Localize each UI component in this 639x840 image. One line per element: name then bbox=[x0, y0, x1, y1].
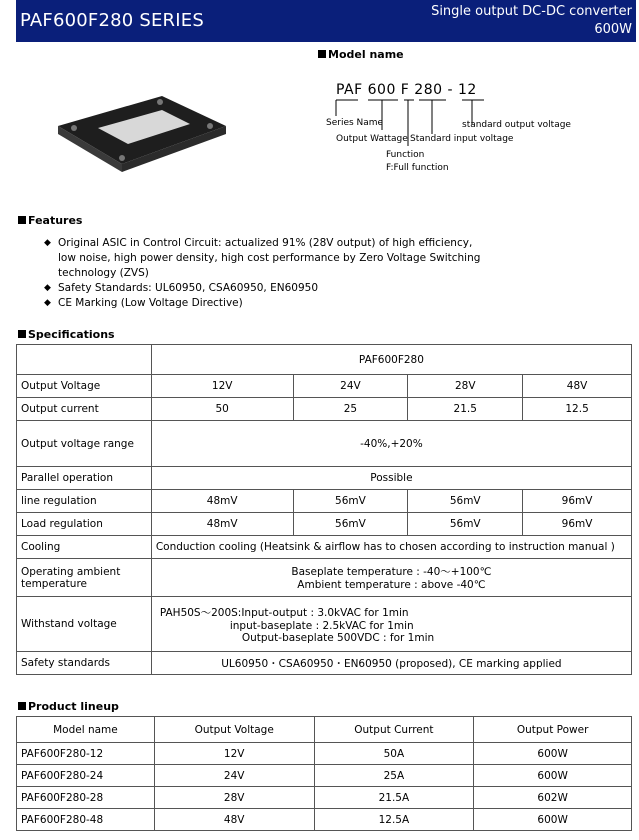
input-voltage-label: Standard input voltage bbox=[410, 134, 514, 144]
product-photo bbox=[50, 88, 230, 176]
spec-header-row bbox=[17, 345, 632, 375]
feature-item: ◆ Safety Standards: UL60950, CSA60950, EN60950 bbox=[44, 282, 318, 294]
specifications-heading: Specifications bbox=[18, 328, 115, 341]
output-wattage-label: Output Wattage bbox=[336, 134, 408, 144]
table-row: Load regulation 48mV 56mV 56mV 96mV bbox=[17, 513, 632, 536]
table-row: Output current 50 25 21.5 12.5 bbox=[17, 398, 632, 421]
diamond-bullet-icon: ◆ bbox=[44, 238, 51, 248]
table-row: Parallel operation Possible bbox=[17, 467, 632, 490]
series-name-label: Series Name bbox=[326, 118, 384, 128]
table-row: Cooling Conduction cooling (Heatsink & airflow has to chosen according to instruction manual ) bbox=[17, 536, 632, 559]
table-row: PAF600F280-24 24V 25A 600W bbox=[17, 765, 632, 787]
page-subtitle-power: 600W bbox=[594, 22, 632, 37]
table-row: PAF600F280-12 12V 50A 600W bbox=[17, 743, 632, 765]
specifications-table bbox=[16, 344, 632, 675]
model-name-heading: Model name bbox=[318, 48, 404, 61]
product-lineup-table bbox=[16, 716, 632, 831]
output-voltage-label: standard output voltage bbox=[462, 120, 571, 130]
table-row: Withstand voltage PAH50S〜200S:Input-output : 3.0kVAC for 1min input-baseplate : 2.5kVAC for 1min Output-baseplate 500VDC : for 1min bbox=[17, 597, 632, 652]
table-row: Output Voltage 12V 24V 28V 48V bbox=[17, 375, 632, 398]
features-list bbox=[44, 236, 484, 311]
table-row: Output voltage range -40%,+20% bbox=[17, 421, 632, 467]
table-row: Safety standards UL60950・CSA60950・EN60950 (proposed), CE marking applied bbox=[17, 652, 632, 675]
function-desc: F:Full function bbox=[386, 163, 449, 173]
feature-item: ◆ CE Marking (Low Voltage Directive) bbox=[44, 297, 243, 309]
diamond-bullet-icon: ◆ bbox=[44, 298, 51, 308]
product-lineup-heading: Product lineup bbox=[18, 700, 119, 713]
table-row: line regulation 48mV 56mV 56mV 96mV bbox=[17, 490, 632, 513]
table-row: PAF600F280-28 28V 21.5A 602W bbox=[17, 787, 632, 809]
diamond-bullet-icon: ◆ bbox=[44, 283, 51, 293]
features-heading: Features bbox=[18, 214, 82, 227]
page-subtitle: Single output DC-DC converter bbox=[431, 4, 632, 19]
page-title: PAF600F280 SERIES bbox=[20, 10, 204, 31]
model-name-diagram bbox=[322, 78, 622, 178]
spec-model: PAF600F280 bbox=[151, 345, 631, 375]
table-row: PAF600F280-48 48V 12.5A 600W bbox=[17, 809, 632, 831]
page-header bbox=[16, 0, 636, 42]
table-row: Operating ambient temperature Baseplate temperature : -40〜+100℃ Ambient temperature : above -40℃ bbox=[17, 559, 632, 597]
feature-item: ◆ Original ASIC in Control Circuit: actualized 91% (28V output) of high efficiency, low noise, high power density, high cost performance by Zero Voltage Switching technology (ZVS) bbox=[44, 237, 481, 279]
table-header-row: Model name Output Voltage Output Current Output Power bbox=[17, 717, 632, 743]
function-label: Function bbox=[386, 150, 425, 160]
model-code: PAF 600 F 280 - 12 bbox=[336, 82, 477, 98]
